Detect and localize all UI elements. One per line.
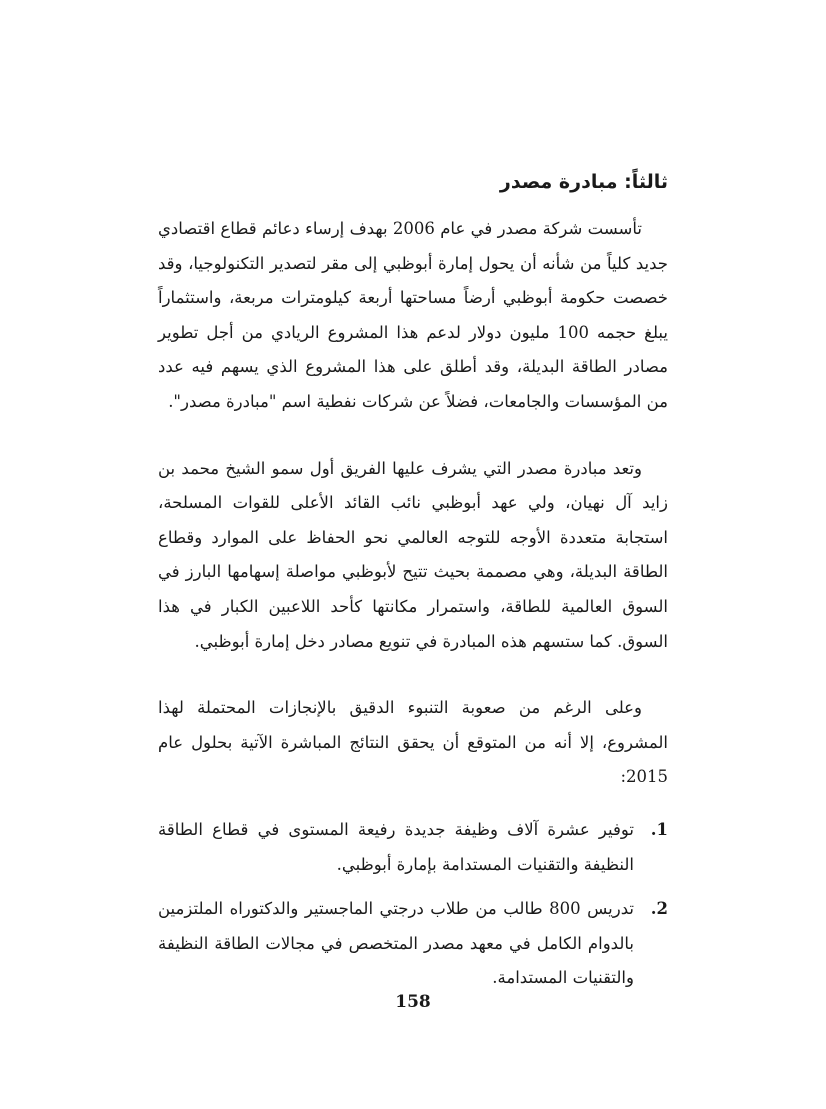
page-body (158, 160, 668, 1006)
list-item-number: 1. (650, 819, 668, 839)
page-number: 158 (395, 992, 431, 1012)
list-item (158, 813, 668, 882)
list-item-text: توفير عشرة آلاف وظيفة جديدة رفيعة المستوى في قطاع الطاقة النظيفة والتقنيات المستدامة بإمارة أبوظبي. (158, 819, 634, 874)
results-list (158, 813, 668, 996)
section-heading: ثالثاً: مبادرة مصدر (499, 171, 668, 193)
paragraph-expected-results: وعلى الرغم من صعوبة التنبوء الدقيق بالإنجازات المحتملة لهذا المشروع، إلا أنه من المتوقع أن يحقق النتائج المباشرة الآتية بحلول عام 2015: (158, 698, 668, 787)
list-item-text: تدريس 800 طالب من طلاب درجتي الماجستير والدكتوراه الملتزمين بالدوام الكامل في معهد مصدر المتخصص في مجالات الطاقة النظيفة والتقنيات المستدامة. (158, 899, 634, 988)
paragraph-initiative: وتعد مبادرة مصدر التي يشرف عليها الفريق أول سمو الشيخ محمد بن زايد آل نهيان، ولي عهد أبوظبي نائب القائد الأعلى للقوات المسلحة، استجابة متعددة الأوجه للتوجه العالمي نحو الحفاظ على الموارد وقطاع الطاقة البديلة، وهي مصممة بحيث تتيح لأبوظبي مواصلة إسهامها البارز في السوق العالمية للطاقة، واستمرار مكانتها كأحد اللاعبين الكبار في هذا السوق. كما ستسهم هذه المبادرة في تنويع مصادر دخل إمارة أبوظبي. (158, 458, 668, 651)
paragraph-founding: تأسست شركة مصدر في عام 2006 بهدف إرساء دعائم قطاع اقتصادي جديد كلياً من شأنه أن يحول إمارة أبوظبي إلى مقر لتصدير التكنولوجيا، وقد خصصت حكومة أبوظبي أرضاً مساحتها أربعة كيلومترات مربعة، واستثماراً يبلغ حجمه 100 مليون دولار لدعم هذا المشروع الريادي من أجل تطوير مصادر الطاقة البديلة، وقد أطلق على هذا المشروع الذي يسهم فيه عدد من المؤسسات والجامعات، فضلاً عن شركات نفطية اسم "مبادرة مصدر". (158, 219, 668, 411)
list-item (158, 892, 668, 996)
list-item-number: 2. (650, 899, 668, 919)
